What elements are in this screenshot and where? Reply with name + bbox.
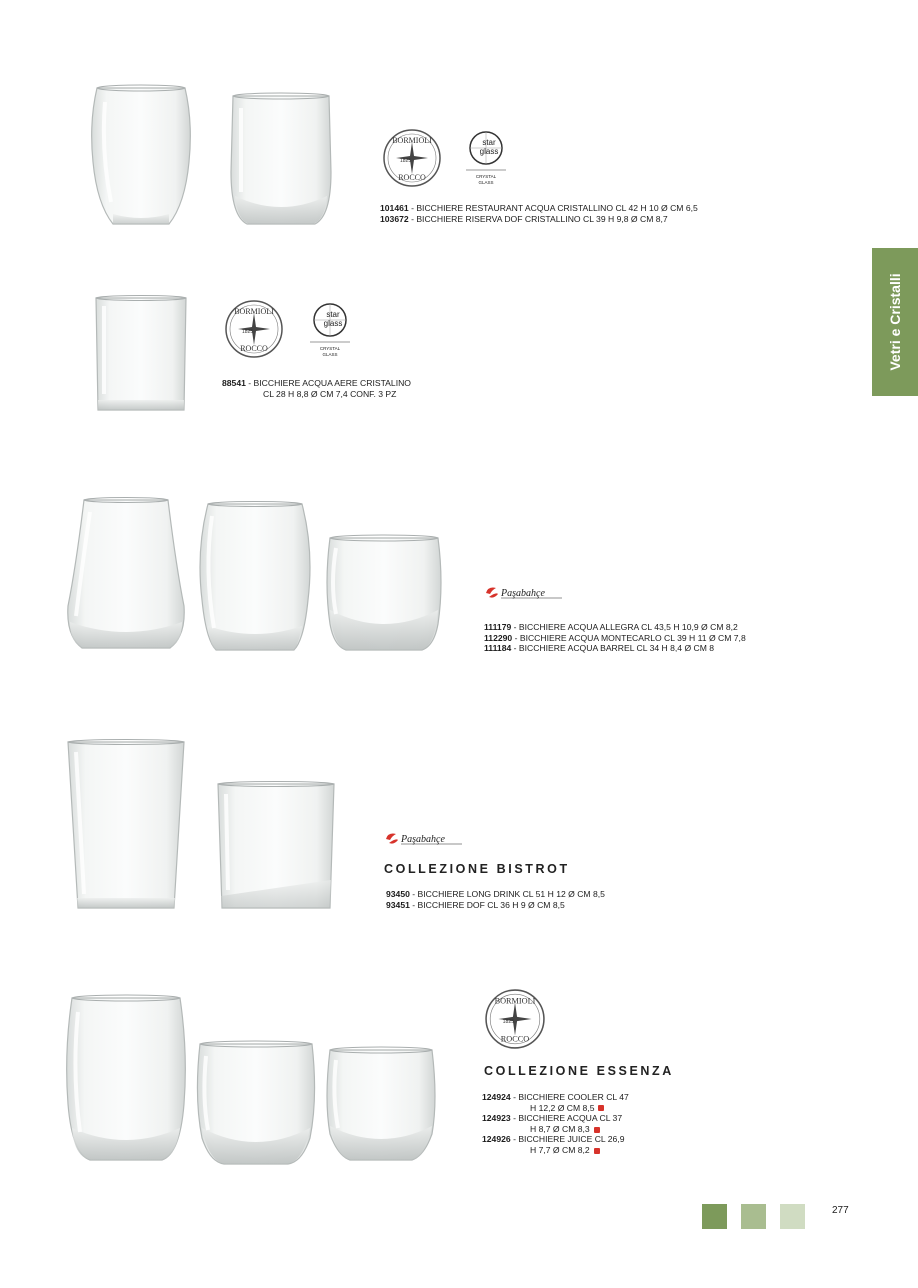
new-product-marker-icon: [594, 1127, 600, 1133]
product-row: [386, 900, 605, 911]
product-row: [222, 378, 411, 389]
product-code: 93450: [386, 889, 410, 899]
product-code: 111179: [484, 622, 512, 632]
page-number: 277: [832, 1205, 849, 1216]
product-desc-cont: H 12,2 Ø CM 8,5: [530, 1102, 595, 1113]
product-row: [380, 214, 698, 225]
collection-title-bistrot: COLLEZIONE BISTROT: [384, 862, 570, 876]
star-glass-line2: glass: [323, 319, 343, 328]
bormioli-top-text: BORMIOLI: [392, 136, 432, 145]
star-glass-line1: star: [482, 138, 496, 147]
product-desc: - BICCHIERE ACQUA CL 37: [510, 1113, 623, 1124]
glass-riserva-image: [225, 92, 337, 232]
category-side-tab: [872, 248, 918, 396]
product-desc-cont: H 8,7 Ø CM 8,3: [530, 1123, 590, 1134]
product-row-cont: [482, 1103, 629, 1114]
section2-product-list: [222, 378, 411, 399]
glass-barrel-image: [322, 534, 446, 656]
product-code: 103672: [380, 213, 409, 224]
product-row: [484, 622, 746, 633]
product-desc: - BICCHIERE ACQUA AERE CRISTALINO: [245, 378, 411, 388]
section4-product-list: [386, 889, 605, 910]
section1-product-list: [380, 203, 698, 224]
star-glass-sub1: CRYSTAL: [475, 174, 497, 179]
bormioli-year-text: 1825: [242, 329, 254, 335]
star-glass-line2: glass: [479, 147, 499, 156]
product-desc: - BICCHIERE RISERVA DOF CRISTALLINO CL 39 H 9,8 Ø CM 8,7: [408, 213, 668, 224]
glass-aere-image: [92, 294, 190, 418]
product-row: [386, 889, 605, 900]
glass-long-drink-image: [62, 738, 190, 914]
glass-restaurant-image: [85, 82, 197, 232]
pasabahce-logo: [384, 830, 468, 846]
bormioli-year-text: 1825: [400, 158, 412, 164]
bormioli-bottom-text: ROCCO: [500, 1034, 530, 1044]
star-glass-logo: [462, 126, 510, 186]
product-code: 111184: [484, 643, 512, 654]
pasabahce-name: Paşabahçe: [501, 588, 545, 599]
product-row: [484, 643, 746, 654]
product-desc: - BICCHIERE RESTAURANT ACQUA CRISTALLINO CL 42 H 10 Ø CM 6,5: [408, 203, 698, 213]
glass-allegra-image: [62, 496, 190, 656]
product-code: 93451: [386, 899, 410, 910]
footer-square-mid: [741, 1204, 766, 1229]
product-code: 124923: [482, 1113, 511, 1124]
bormioli-rocco-logo: [224, 299, 284, 359]
pasabahce-name: Paşabahçe: [401, 834, 445, 845]
product-code: 124924: [482, 1092, 511, 1102]
product-desc: - BICCHIERE ACQUA MONTECARLO CL 39 H 11 Ø CM 7,8: [512, 632, 746, 643]
product-desc-cont: CL 28 H 8,8 Ø CM 7,4 CONF. 3 PZ: [263, 388, 397, 399]
bormioli-year-text: 1825: [502, 1019, 515, 1026]
product-row: [482, 1092, 629, 1103]
product-row: [484, 633, 746, 644]
pasabahce-logo: [484, 584, 568, 600]
product-code: 101461: [380, 203, 409, 213]
glass-dof-image: [214, 780, 338, 912]
star-glass-sub1: CRYSTAL: [319, 346, 341, 351]
product-code: 88541: [222, 378, 246, 388]
product-row: [482, 1113, 629, 1124]
new-product-marker-icon: [594, 1148, 600, 1154]
glass-juice-image: [324, 1046, 438, 1164]
product-code: 112290: [484, 632, 513, 643]
product-desc: - BICCHIERE JUICE CL 26,9: [510, 1134, 625, 1145]
footer-square-dark: [702, 1204, 727, 1229]
glass-cooler-image: [62, 992, 190, 1168]
footer-square-light: [780, 1204, 805, 1229]
product-row: [380, 203, 698, 214]
category-side-tab-label: Vetri e Cristalli: [887, 273, 903, 371]
bormioli-bottom-text: ROCCO: [398, 173, 426, 182]
glass-acqua-essenza-image: [194, 1038, 318, 1168]
product-desc: - BICCHIERE COOLER CL 47: [510, 1092, 629, 1102]
product-row-cont: [482, 1124, 629, 1135]
product-desc: - BICCHIERE LONG DRINK CL 51 H 12 Ø CM 8,5: [409, 889, 605, 899]
bormioli-bottom-text: ROCCO: [240, 344, 268, 353]
product-row-cont: [482, 1145, 629, 1156]
new-product-marker-icon: [598, 1105, 604, 1111]
product-row: [482, 1134, 629, 1145]
product-desc: - BICCHIERE ACQUA ALLEGRA CL 43,5 H 10,9 Ø CM 8,2: [511, 622, 738, 632]
section5-product-list: [482, 1092, 629, 1156]
star-glass-logo: [306, 298, 354, 358]
bormioli-top-text: BORMIOLI: [234, 307, 274, 316]
collection-title-essenza: COLLEZIONE ESSENZA: [484, 1064, 674, 1078]
product-code: 124926: [482, 1134, 511, 1145]
star-glass-sub2: GLASS: [322, 352, 338, 357]
product-desc: - BICCHIERE ACQUA BARREL CL 34 H 8,4 Ø CM 8: [511, 643, 715, 654]
product-desc-cont: H 7,7 Ø CM 8,2: [530, 1144, 590, 1155]
glass-montecarlo-image: [196, 500, 314, 656]
bormioli-rocco-logo: [484, 988, 546, 1050]
star-glass-sub2: GLASS: [478, 180, 494, 185]
product-desc: - BICCHIERE DOF CL 36 H 9 Ø CM 8,5: [409, 899, 565, 910]
star-glass-line1: star: [326, 310, 340, 319]
product-row-cont: [222, 389, 411, 400]
bormioli-rocco-logo: [382, 128, 442, 188]
bormioli-top-text: BORMIOLI: [494, 996, 536, 1006]
section3-product-list: [484, 622, 746, 654]
